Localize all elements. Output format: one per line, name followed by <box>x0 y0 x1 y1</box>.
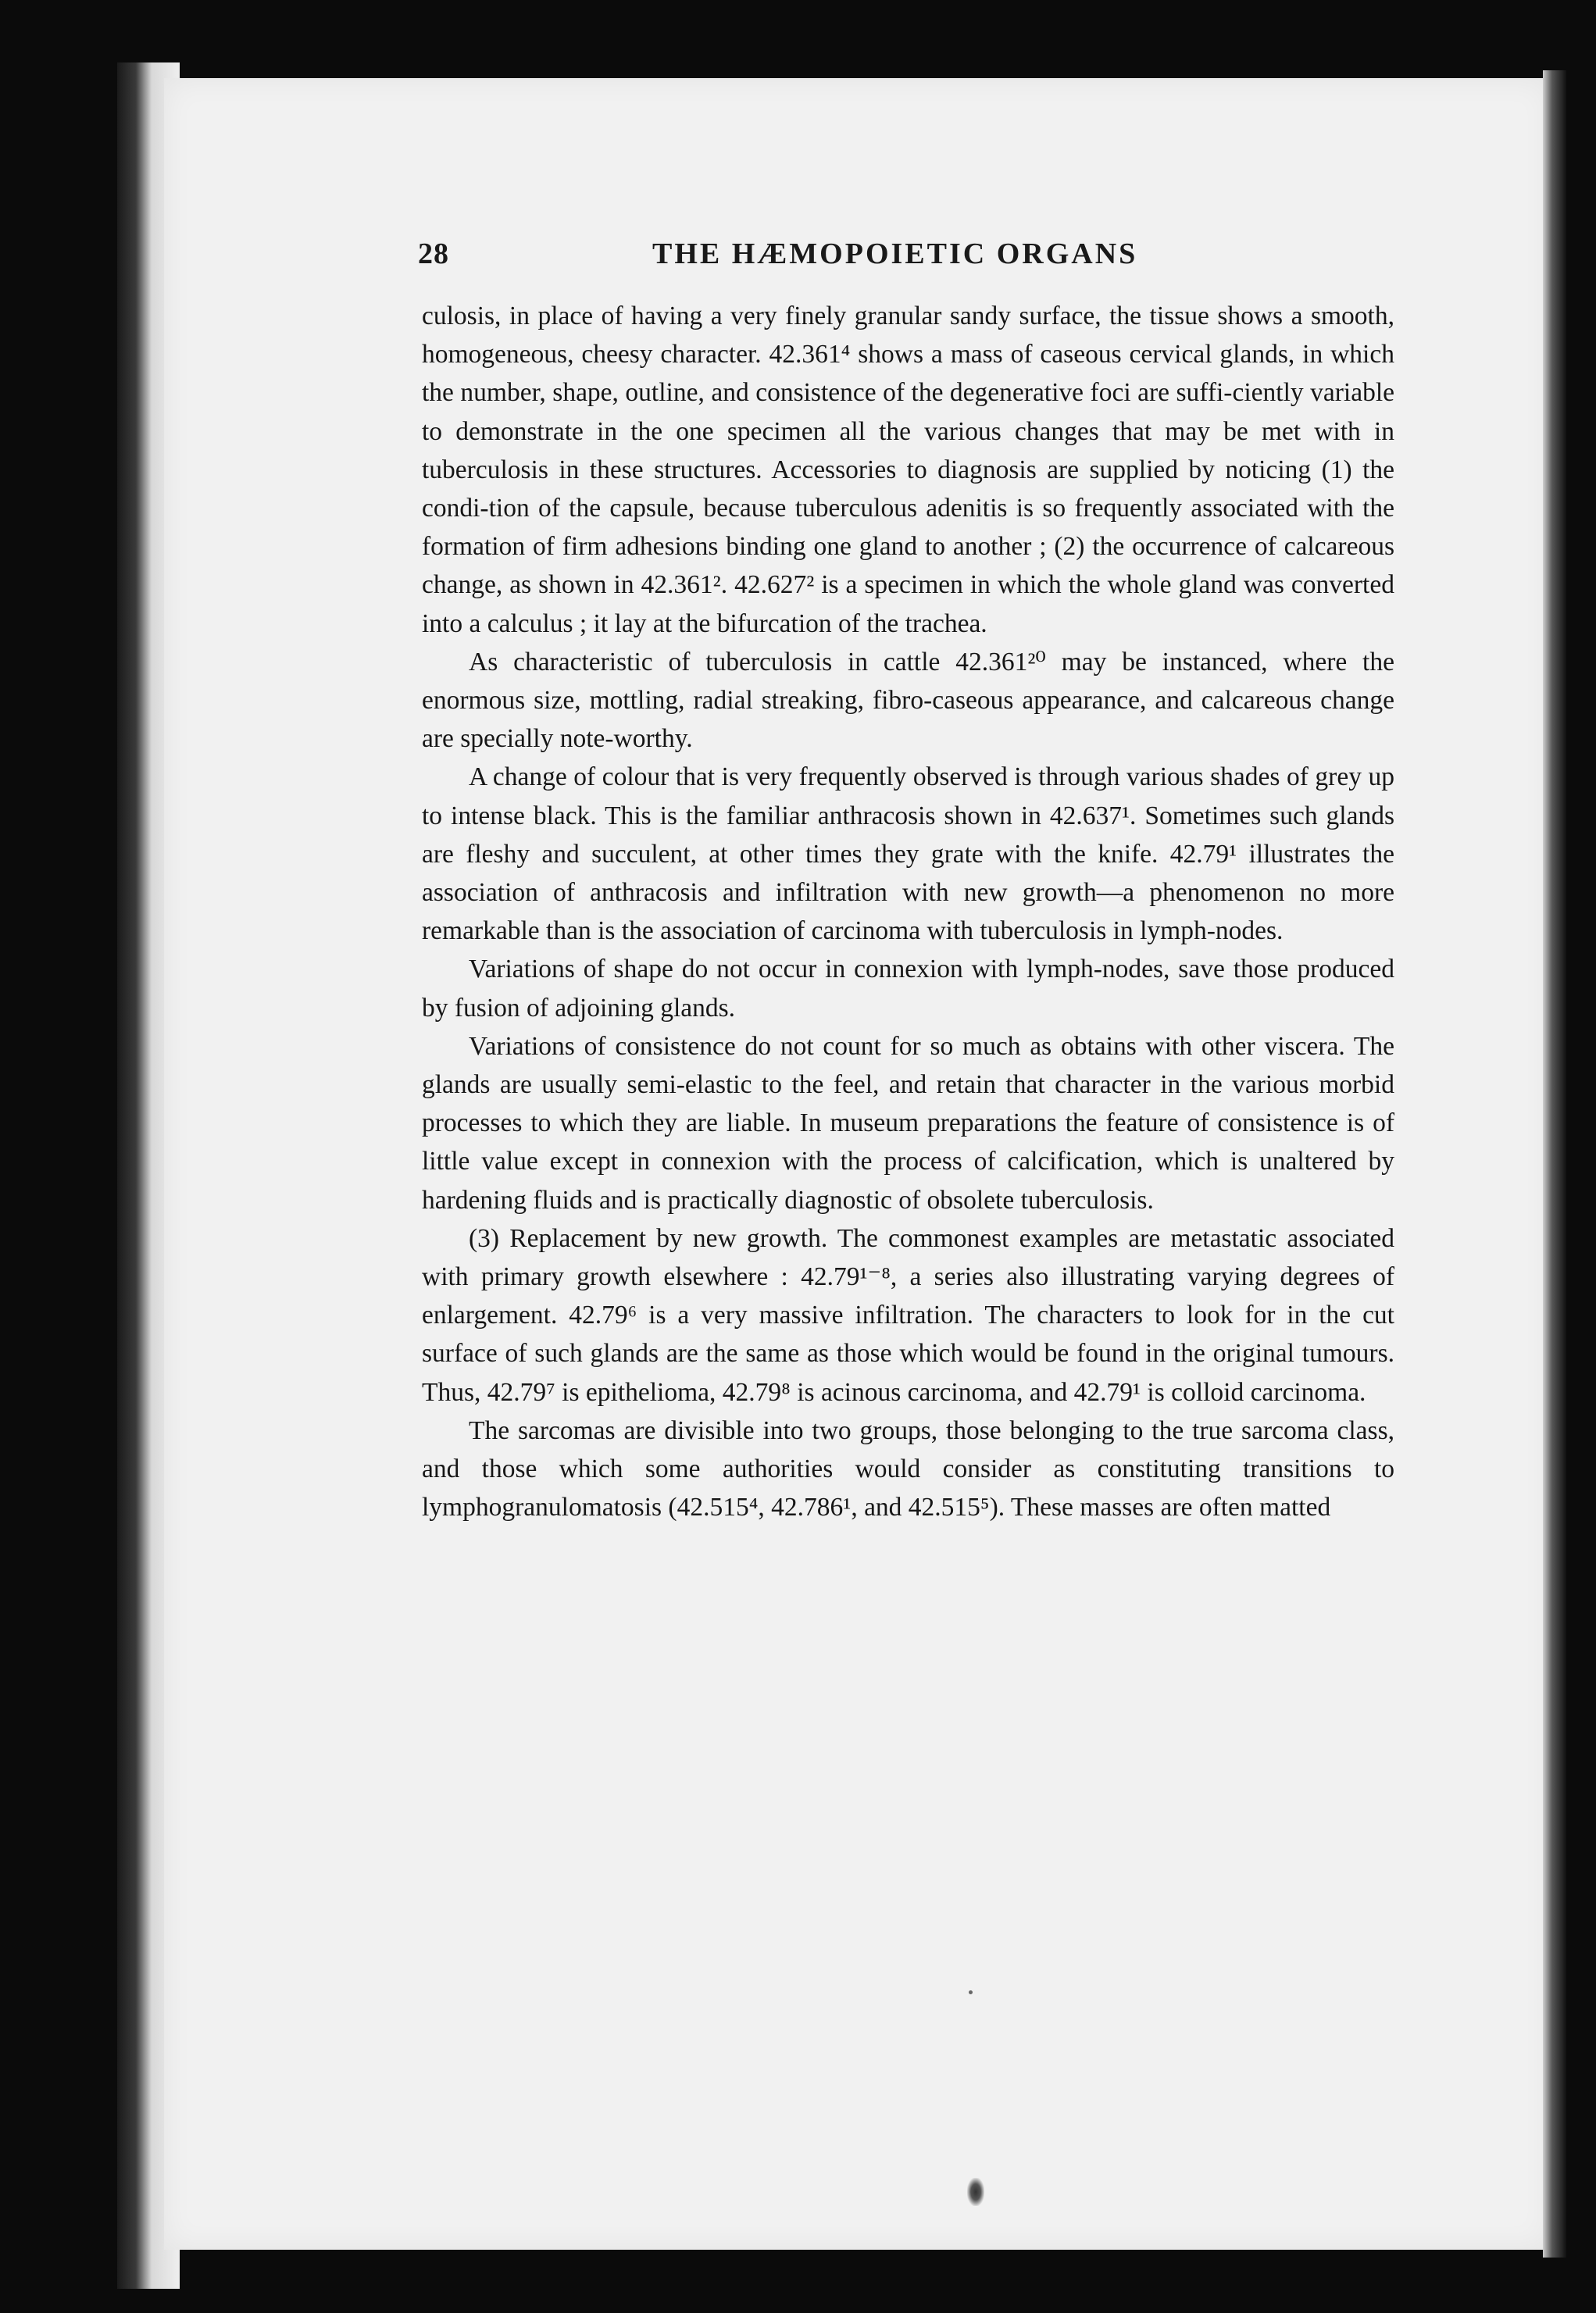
page-number: 28 <box>418 237 449 270</box>
paragraph: Variations of shape do not occur in connexion with lymph-nodes, save those produced by fusion of adjoining glands. <box>422 955 1394 1023</box>
paragraph: The sarcomas are divisible into two groups, those belonging to the true sarcoma class, and those which some authorities would consider as constituting transitions to lymphogranulomatosis (42.515⁴, 42.786¹, and 42.515⁵). These masses are often matted <box>422 1415 1394 1522</box>
running-title: THE HÆMOPOIETIC ORGANS <box>652 237 1138 270</box>
ink-speck <box>969 1990 973 1994</box>
page-header <box>418 237 1394 276</box>
ink-smudge <box>967 2178 984 2206</box>
paragraph: As characteristic of tuberculosis in cattle 42.361²⁰ may be instanced, where the enormous size, mottling, radial streaking, fibro-caseous appearance, and calcareous change are specially note-worthy. <box>422 647 1394 754</box>
paragraph: A change of colour that is very frequently observed is through various shades of grey up to intense black. This is the familiar anthracosis shown in 42.637¹. Sometimes such glands are fleshy and succulent, at other times they grate with the knife. 42.79¹ illustrates the association of anthracosis and infiltration with new growth—a phenomenon no more remarkable than is the association of carcinoma with tuberculosis in lymph-nodes. <box>422 762 1394 946</box>
body-text <box>422 297 1394 1527</box>
paragraph: Variations of consistence do not count for so much as obtains with other viscera. The glands are usually semi-elastic to the feel, and retain that character in the various morbid processes to which they are liable. In museum preparations the feature of consistence is of little value except in connexion with the process of calcification, which is unaltered by hardening fluids and is practically diagnostic of obsolete tuberculosis. <box>422 1031 1394 1215</box>
paragraph: (3) Replacement by new growth. The commonest examples are metastatic associated with primary growth elsewhere : 42.79¹⁻⁸, a series also illustrating varying degrees of enlargement. 42.79⁶ is a very massive infiltration. The characters to look for in the cut surface of such glands are the same as those which would be found in the original tumours. Thus, 42.79⁷ is epithelioma, 42.79⁸ is acinous carcinoma, and 42.79¹ is colloid carcinoma. <box>422 1223 1394 1407</box>
paragraph: culosis, in place of having a very finely granular sandy surface, the tissue shows a smooth, homogeneous, cheesy character. 42.361⁴ shows a mass of caseous cervical glands, in which the number, shape, outline, and consistence of the degenerative foci are suffi-ciently variable to demonstrate in the one specimen all the various changes that may be met with in tuberculosis in these structures. Accessories to diagnosis are supplied by noticing (1) the condi-tion of the capsule, because tuberculous adenitis is so frequently associated with the formation of firm adhesions binding one gland to another ; (2) the occurrence of calcareous change, as shown in 42.361². 42.627² is a specimen in which the whole gland was converted into a calculus ; it lay at the bifurcation of the trachea. <box>422 302 1394 638</box>
page-edge-shadow <box>1543 70 1566 2258</box>
